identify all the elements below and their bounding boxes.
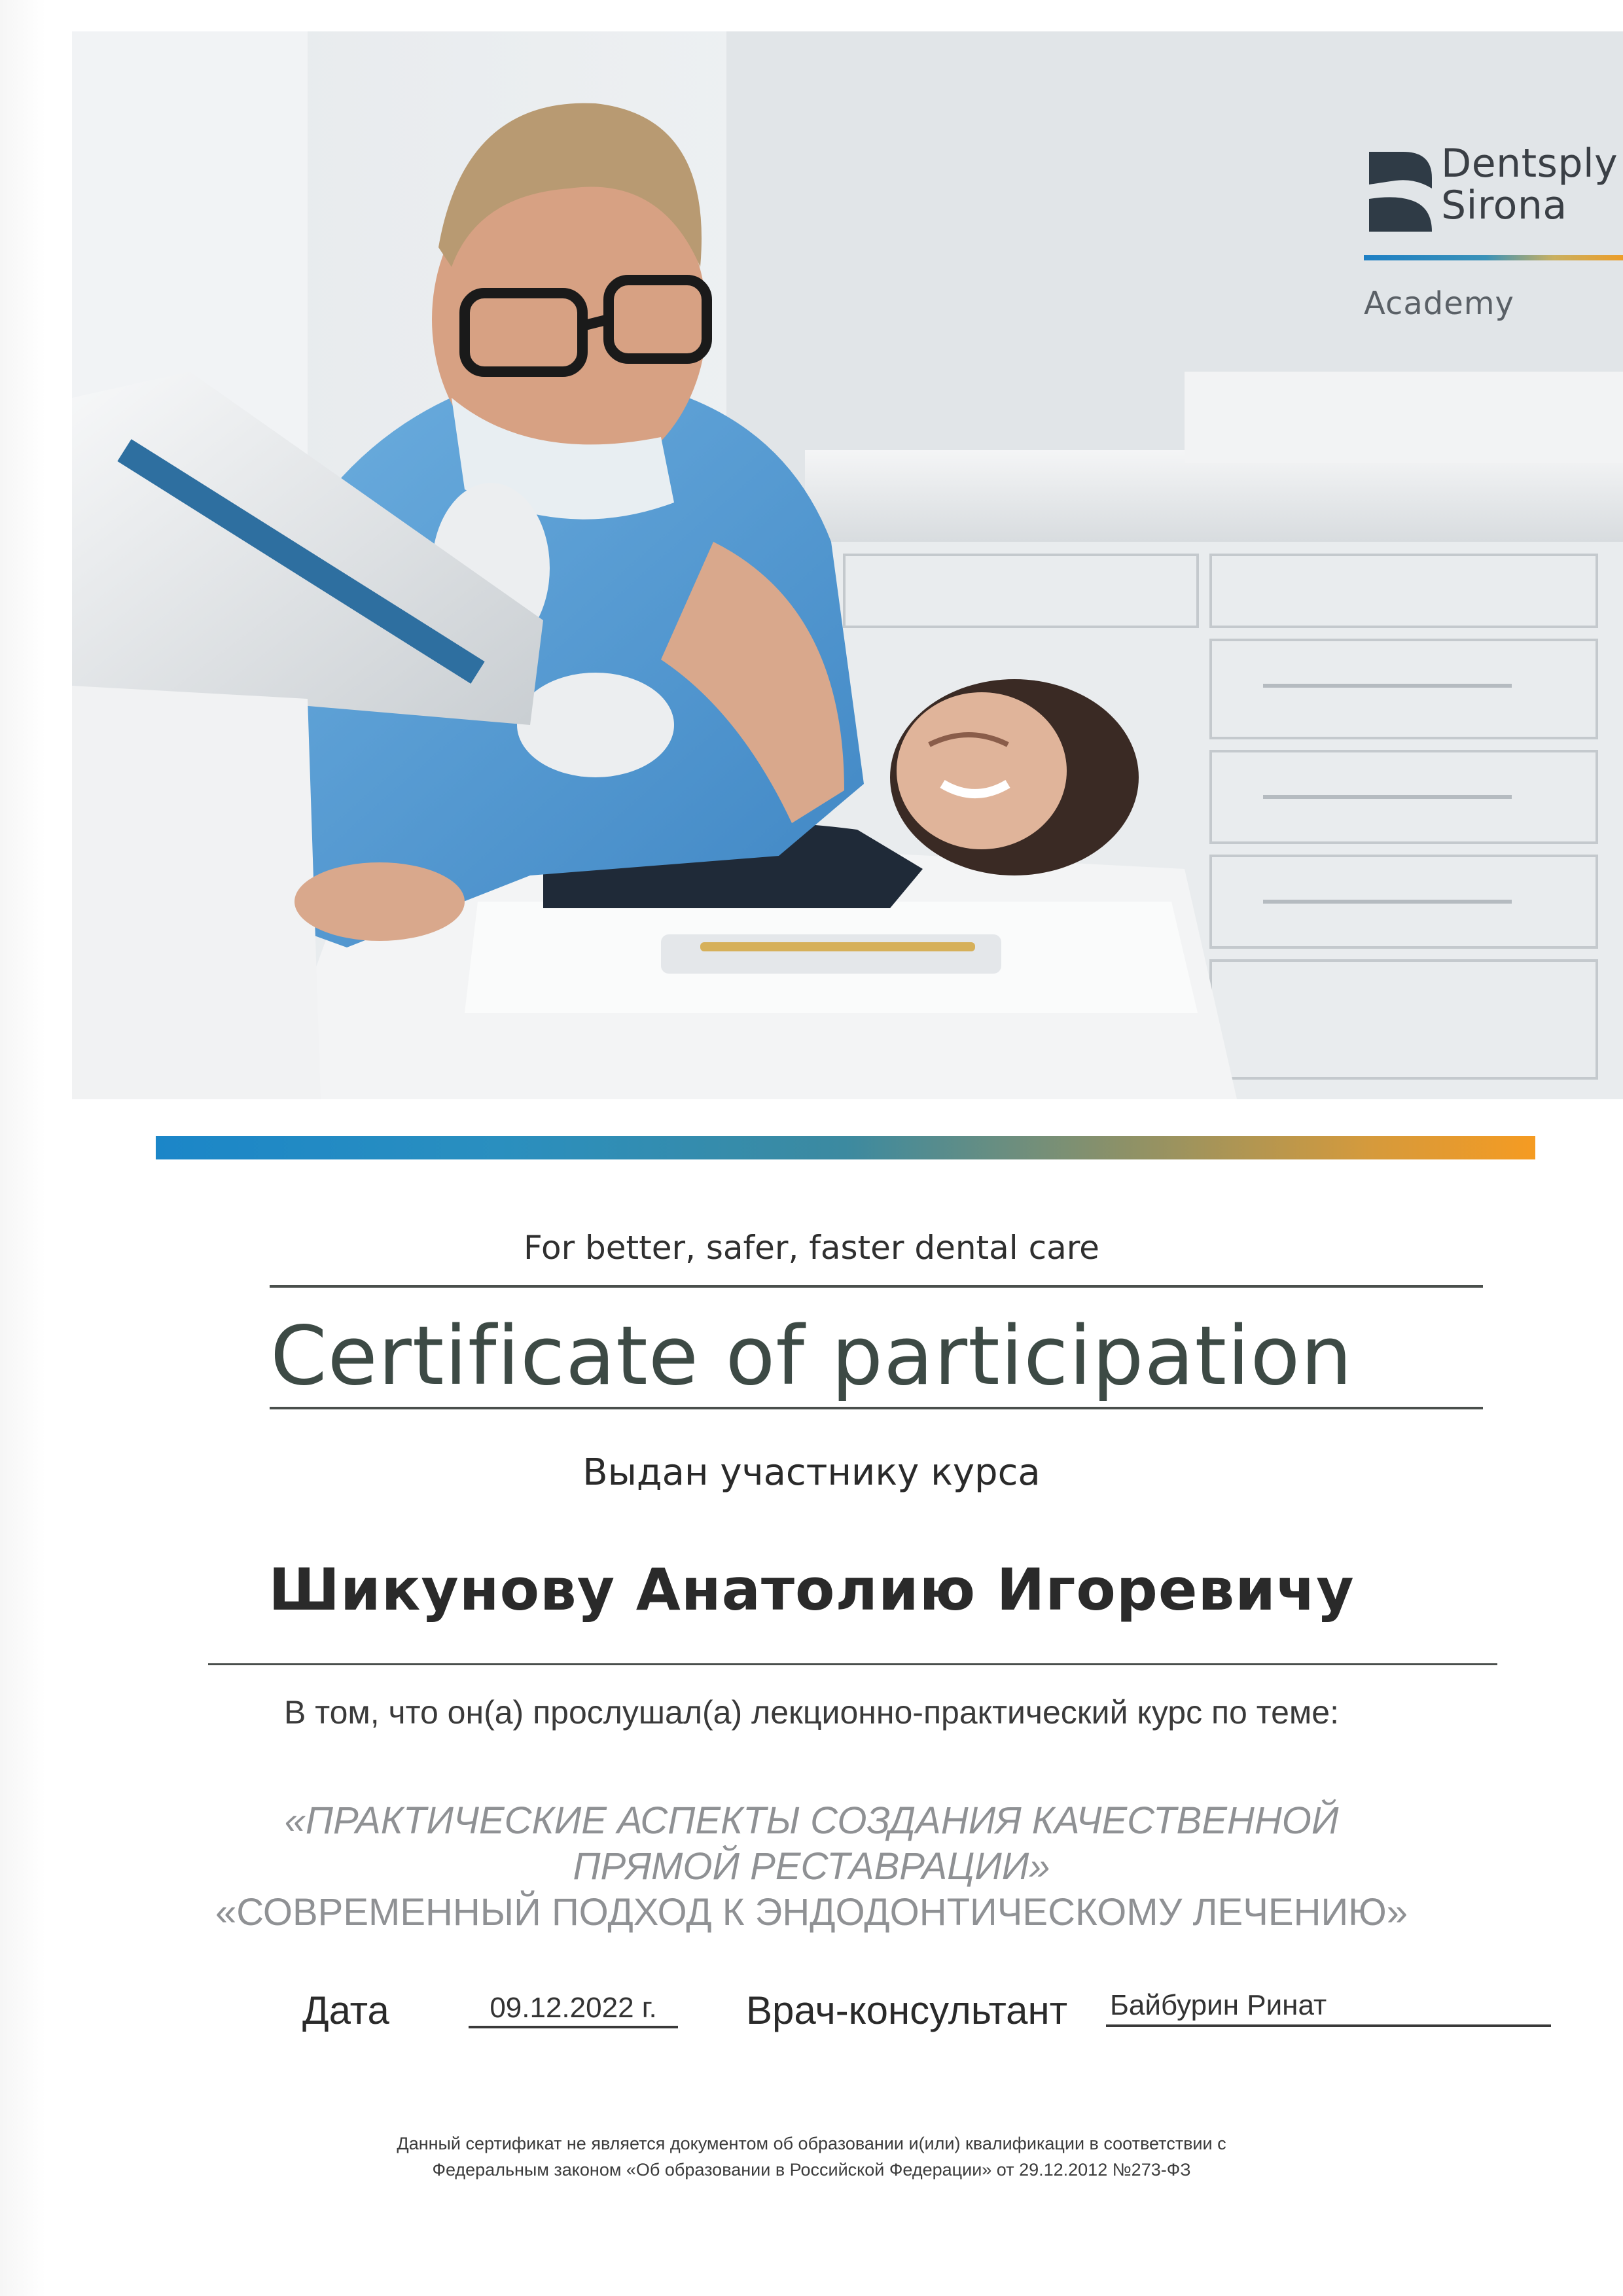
course-title-line-2: ПРЯМОЙ РЕСТАВРАЦИИ» — [573, 1845, 1050, 1888]
date-value: 09.12.2022 г. — [469, 1992, 678, 2028]
brand-name — [1441, 143, 1618, 226]
brand-academy: Academy — [1364, 285, 1514, 322]
doctor-label: Врач-консультант — [746, 1988, 1068, 2032]
certificate-title: Certificate of participation — [270, 1309, 1353, 1404]
hero-photo — [72, 31, 1623, 1099]
title-rule-top — [270, 1285, 1483, 1288]
recipient-name: Шикунову Анатолию Игоревичу — [268, 1556, 1355, 1623]
title-rule-bottom — [270, 1407, 1483, 1409]
disclaimer-line-1: Данный сертификат не является документом об образовании и(или) квалификации в соответствии с — [397, 2134, 1226, 2153]
dentsply-logo-icon — [1369, 152, 1432, 232]
issued-to-label: Выдан участнику курса — [582, 1451, 1041, 1494]
date-label: Дата — [302, 1988, 389, 2032]
brand-name-line1: Dentsply — [1441, 141, 1618, 186]
brand-logo — [1361, 143, 1623, 339]
recipient-rule — [208, 1663, 1497, 1665]
page-edge — [0, 0, 46, 2296]
course-title-line-3: «СОВРЕМЕННЫЙ ПОДХОД К ЭНДОДОНТИЧЕСКОМУ ЛЕЧЕНИЮ» — [215, 1891, 1408, 1934]
brand-name-line2: Sirona — [1441, 183, 1567, 228]
course-statement: В том, что он(а) прослушал(а) лекционно-практический курс по теме: — [284, 1694, 1339, 1731]
gradient-strip — [156, 1136, 1535, 1159]
doctor-value: Байбурин Ринат — [1106, 1989, 1551, 2027]
brand-accent-line — [1364, 255, 1623, 260]
tagline: For better, safer, faster dental care — [524, 1229, 1099, 1267]
disclaimer-line-2: Федеральным законом «Об образовании в Российской Федерации» от 29.12.2012 №273-ФЗ — [432, 2160, 1191, 2180]
course-title-line-1: «ПРАКТИЧЕСКИЕ АСПЕКТЫ СОЗДАНИЯ КАЧЕСТВЕННОЙ — [284, 1799, 1339, 1842]
